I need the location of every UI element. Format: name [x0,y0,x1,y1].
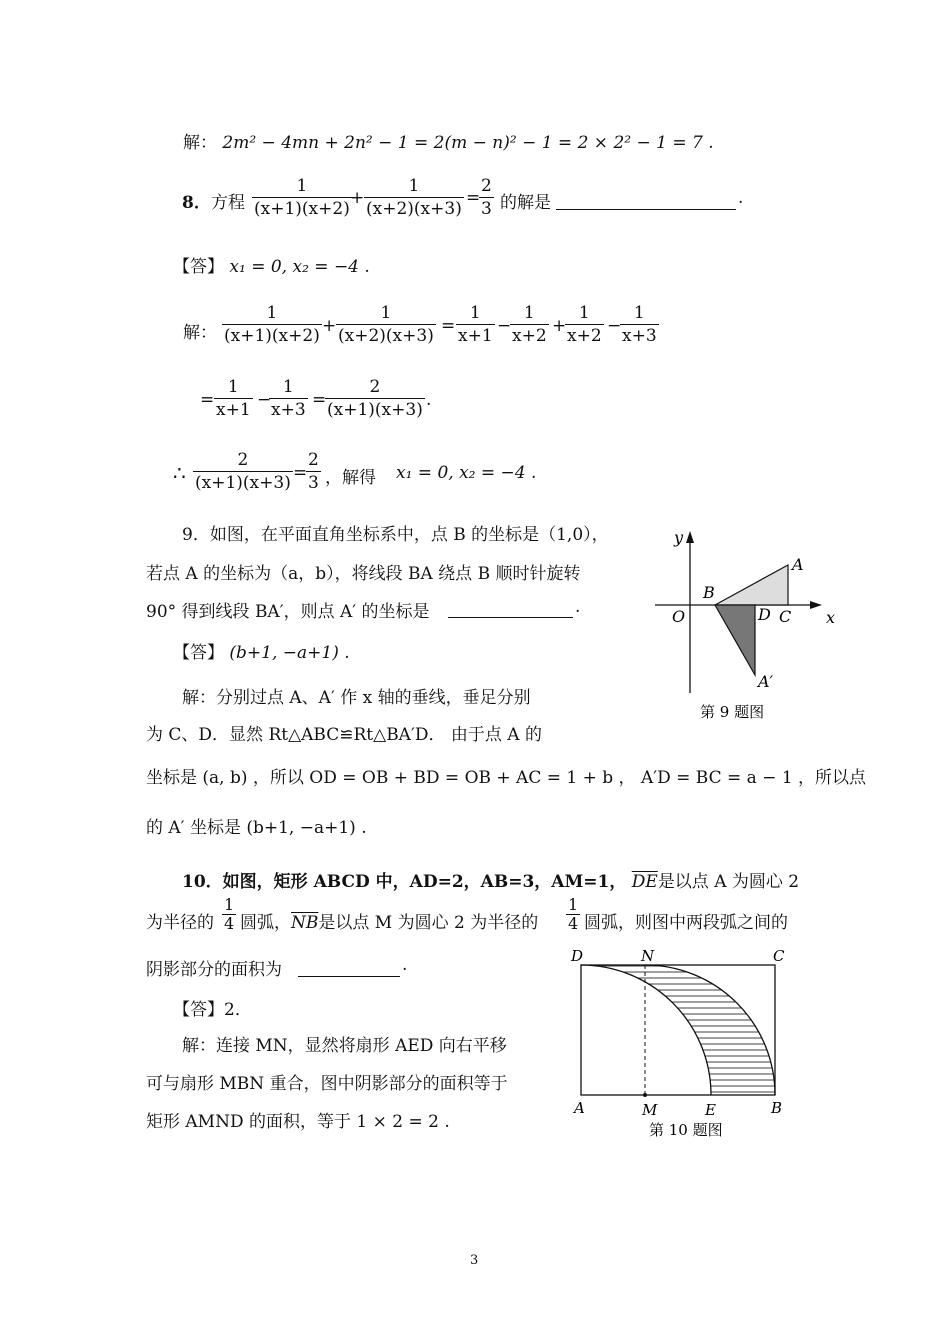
p8sol-l1-d-num: 1 [523,303,535,323]
p8sol-l2-c-den: (x+1)(x+3) [327,400,423,420]
p8sol-l1-f-den: x+3 [622,326,657,346]
p10-frac-quarter-2 [566,896,580,933]
p10-line1 [182,867,799,892]
p9-x-arrow [810,601,822,609]
p7-solution-label: 解： [183,133,217,153]
p9-sol2: 为 C、D．显然 Rt△ABC≌Rt△BA′D． 由于点 A 的 [146,725,542,745]
p9-label-o: O [672,607,686,626]
p10-line2a: 为半径的 [146,913,214,933]
p8sol-l1-a-num: 1 [266,303,278,323]
p8sol-l2-b-num: 1 [282,377,294,397]
p10-arc-de: $\overline{DE}$ [631,872,658,892]
p10-line3-end: . [402,955,408,975]
p8sol-l3-b-num: 2 [308,450,319,470]
p10-line1-text: 10．如图，矩形 ABCD 中，AD=2，AB=3，AM=1， [182,872,627,892]
p10-label-c: C [773,947,785,965]
p8sol-l2-frac-b [269,376,308,421]
p8sol-l1-b-den: (x+2)(x+3) [338,326,434,346]
p8-frac-3 [479,175,494,220]
p10-arc-nb: $\overline{NB}$ [291,913,319,933]
p10-label-d: D [571,947,584,965]
p10-label-b: B [771,1099,783,1117]
p8sol-l3-therefore: ∴ [173,461,186,485]
p8sol-l2-eq1: = [200,390,215,410]
p8-frac-2-num: 1 [408,176,420,196]
p8sol-l1-frac-a [222,302,322,347]
p9-figure-caption: 第 9 题图 [700,703,765,721]
p10-sol2: 可与扇形 MBN 重合，图中阴影部分的面积等于 [146,1074,508,1094]
p8sol-l1-b-num: 1 [380,303,392,323]
p8sol-l3-a-den: (x+1)(x+3) [195,473,291,493]
p8sol-l1-f-num: 1 [633,303,645,323]
p8-answer [173,252,370,277]
p8-answer-label: 【答】 [173,257,224,277]
p10-sol1: 解：连接 MN，显然将扇形 AED 向右平移 [182,1036,507,1056]
p8-frac-2-den: (x+2)(x+3) [366,199,462,219]
p9-answer-label: 【答】 [173,643,224,663]
p9-line2: 若点 A 的坐标为（a，b），将线段 BA 绕点 B 顺时针旋转 [146,564,581,584]
p8sol-l1-d-den: x+2 [512,326,547,346]
p10-line2b: 圆弧， [240,913,291,933]
p9-label-b: B [703,583,715,602]
p9-figure [640,525,840,730]
p10-figure [565,945,795,1145]
p8-number: 8． [182,193,211,213]
p8sol-l2-frac-a [214,376,253,421]
p8sol-l1-frac-b [336,302,436,347]
p8-frac-1-num: 1 [296,176,308,196]
p8sol-l1-c-num: 1 [469,303,481,323]
p8sol-l3-frac-b [306,449,321,494]
p9-sol1: 解：分别过点 A、A′ 作 x 轴的垂线，垂足分别 [182,688,531,708]
p8-post: 的解是 [500,193,551,213]
p9-label-a: A [792,555,804,574]
p8-frac-1 [252,175,352,220]
p10-label-m: M [642,1101,658,1119]
p9-line3: 90° 得到线段 BA′，则点 A′ 的坐标是 [146,602,430,622]
p9-line1: 9．如图，在平面直角坐标系中，点 B 的坐标是（1,0）， [182,525,609,545]
p10-line2d: 圆弧，则图中两段弧之间的 [584,913,788,933]
p9-answer-text: (b+1, −a+1) . [229,643,350,663]
p9-y-arrow [686,531,694,543]
p8sol-l1-minus1: − [497,316,512,336]
p9-answer [173,638,350,663]
p10-line1b: 是以点 A 为圆心 2 [657,872,800,892]
p8sol-l3-b-den: 3 [308,473,319,493]
p8-solution-label: 解： [183,323,217,343]
p8sol-l1-frac-d [510,302,549,347]
p9-answer-blank[interactable] [448,616,573,618]
p8sol-l1-minus2: − [607,316,622,336]
p10-figure-caption: 第 10 题图 [649,1121,723,1139]
p8-plus: + [350,188,365,208]
p8sol-l2-eq2: = [312,390,327,410]
p7-solution-expr: 2m² − 4mn + 2n² − 1 = 2(m − n)² − 1 = 2 × 2² − 1 = 7 . [222,133,714,153]
p8sol-l2-minus: − [257,390,272,410]
p9-label-a-prime: A′ [758,672,774,691]
p8-frac-1-den: (x+1)(x+2) [254,199,350,219]
p9-label-d: D [758,605,771,624]
p8-eq: = [466,188,481,208]
p8sol-l2-a-den: x+1 [216,400,251,420]
p7-solution [183,128,714,153]
p10-sol3: 矩形 AMND 的面积，等于 1 × 2 = 2 . [146,1112,450,1132]
p9-label-c: C [779,607,792,626]
p8sol-l2-a-num: 1 [227,377,239,397]
p10-line2-mid [240,908,538,933]
p10-label-e: E [705,1101,716,1119]
p10-q2-den: 4 [568,914,579,933]
p10-frac-quarter-1 [222,896,236,933]
p8-pre: 方程 [211,193,245,213]
p8-frac-3-den: 3 [481,199,492,219]
page-number: 3 [470,1253,479,1268]
p10-label-a: A [574,1099,585,1117]
p10-q1-den: 4 [224,914,235,933]
p8sol-l1-plus2: + [552,316,567,336]
p10-q1-num: 1 [224,895,235,914]
p8sol-l2-frac-c [325,376,425,421]
p8sol-l3-frac-a [193,449,293,494]
p10-answer-blank[interactable] [298,975,400,977]
p8-answer-text: x₁ = 0, x₂ = −4 . [229,257,370,277]
p8sol-l1-frac-f [620,302,659,347]
p8sol-l1-e-num: 1 [578,303,590,323]
p10-point-m [643,1093,647,1097]
p8sol-l1-plus: + [322,316,337,336]
p8sol-l1-frac-e [565,302,604,347]
p8sol-l3-eq: = [293,463,308,483]
p10-line3: 阴影部分的面积为 [146,960,282,980]
p8sol-l1-frac-c [456,302,495,347]
p8sol-l1-e-den: x+2 [567,326,602,346]
p8sol-l1-eq: = [441,316,456,336]
p9-label-x: x [826,608,836,627]
p9-sol3: 坐标是 (a, b) ，所以 OD = OB + BD = OB + AC = 1 + b ， A′D = BC = a − 1 ，所以点 [146,768,867,788]
p10-label-n: N [641,947,655,965]
p8-frac-2 [364,175,464,220]
p8sol-l2-c-num: 2 [369,377,381,397]
p8sol-l1-a-den: (x+1)(x+2) [224,326,320,346]
p10-shaded-region [581,965,775,1095]
p8sol-l3-post: ，解得 [325,468,376,488]
p8-answer-blank[interactable] [556,208,736,210]
p9-line3-end: . [575,597,581,617]
p8-end: . [738,188,744,208]
p8sol-l3-result: x₁ = 0, x₂ = −4 . [396,463,537,483]
p9-label-y: y [674,528,684,547]
p9-triangle-abc [715,565,788,605]
p9-sol4: 的 A′ 坐标是 (b+1, −a+1) . [146,818,367,838]
p8-frac-3-num: 2 [481,176,492,196]
p10-line2c: 是以点 M 为圆心 2 为半径的 [318,913,539,933]
p8sol-l3-a-num: 2 [237,450,249,470]
p8sol-l1-c-den: x+1 [458,326,493,346]
p8sol-l2-end: . [426,390,432,410]
p10-answer: 【答】2． [173,1000,252,1020]
p9-triangle-bad [715,605,755,675]
p8sol-l2-b-den: x+3 [271,400,306,420]
p10-q2-num: 1 [568,895,579,914]
